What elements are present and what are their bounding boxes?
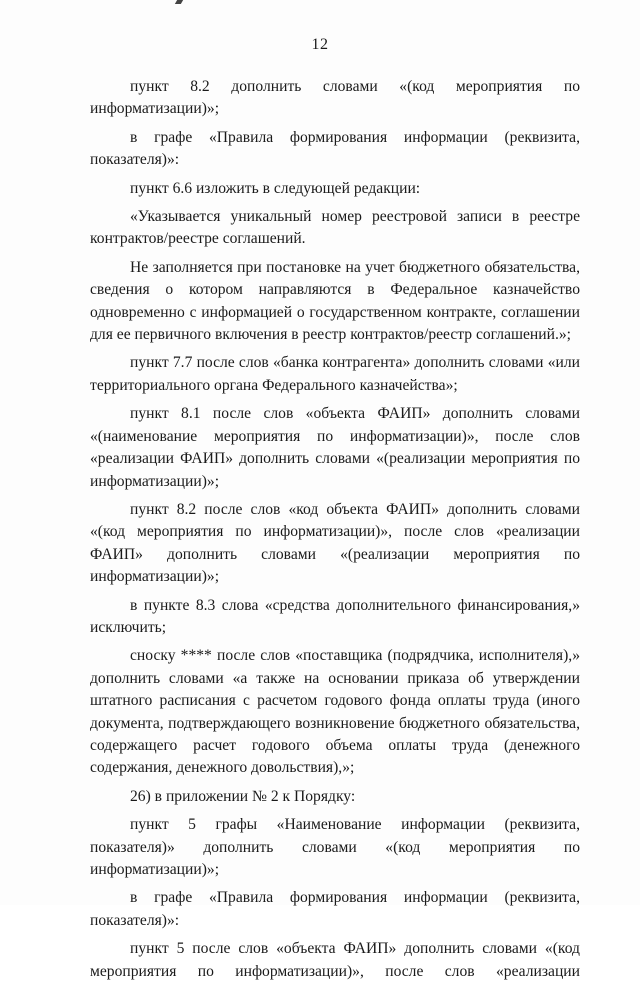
- paragraph-item-8-2: пункт 8.2 дополнить словами «(код мероприятия по информатизации)»;: [90, 78, 580, 118]
- paragraph-item-7-7: пункт 7.7 после слов «банка контрагента» дополнить словами «или территориального органа Федерального казначейства»;: [90, 354, 580, 394]
- page-number: 12: [311, 36, 329, 53]
- scan-artifact: [175, 0, 183, 4]
- paragraph-item-5-name: пункт 5 графы «Наименование информации (реквизита, показателя)» дополнить словами «(код мероприятия по информатизации)»;: [90, 816, 580, 878]
- paragraph-item-5-faip: пункт 5 после слов «объекта ФАИП» дополнить словами «(код мероприятия по информатизации)», после слов «реализации: [90, 940, 580, 980]
- paragraph-item-8-1: пункт 8.1 после слов «объекта ФАИП» дополнить словами «(наименование мероприятия по информатизации)», после слов «реализации ФАИП» дополнить словами «(реализации мероприятия по информатизации)»;: [90, 405, 580, 490]
- paragraph-not-filled: Не заполняется при постановке на учет бюджетного обязательства, сведения о котором направляются в Федеральное казначейство одновременно с информацией о государственном контракте, соглашении для ее первичного включения в реестр контрактов/реестр соглашений.»;: [90, 258, 580, 344]
- document-body: [90, 76, 580, 983]
- paragraph-footnote: сноску **** после слов «поставщика (подрядчика, исполнителя),» дополнить словами «а также на основании приказа об утверждении штатного расписания с расчетом годового фонда оплаты труда (иного документа, подтверждающего возникновение бюджетного обязательства, содержащего расчет годового объема оплаты труда (денежного содержания, денежного довольствия),»;: [90, 647, 580, 777]
- paragraph-rules-column: в графе «Правила формирования информации (реквизита, показателя)»:: [90, 128, 580, 169]
- paragraph-appendix-2: 26) в приложении № 2 к Порядку:: [130, 787, 356, 805]
- paragraph-item-6-6: пункт 6.6 изложить в следующей редакции:: [130, 179, 421, 197]
- paragraph-rules-column-2: в графе «Правила формирования информации (реквизита, показателя)»:: [90, 889, 580, 929]
- paragraph-item-8-2-faip: пункт 8.2 после слов «код объекта ФАИП» дополнить словами «(код мероприятия по информатизации)», после слов «реализации ФАИП» дополнить словами «(реализации мероприятия по информатизации)»;: [90, 500, 580, 586]
- paragraph-item-8-3: в пункте 8.3 слова «средства дополнительного финансирования,» исключить;: [90, 596, 580, 636]
- paragraph-quote-start: «Указывается уникальный номер реестровой записи в реестре контрактов/реестре соглашений.: [90, 208, 580, 248]
